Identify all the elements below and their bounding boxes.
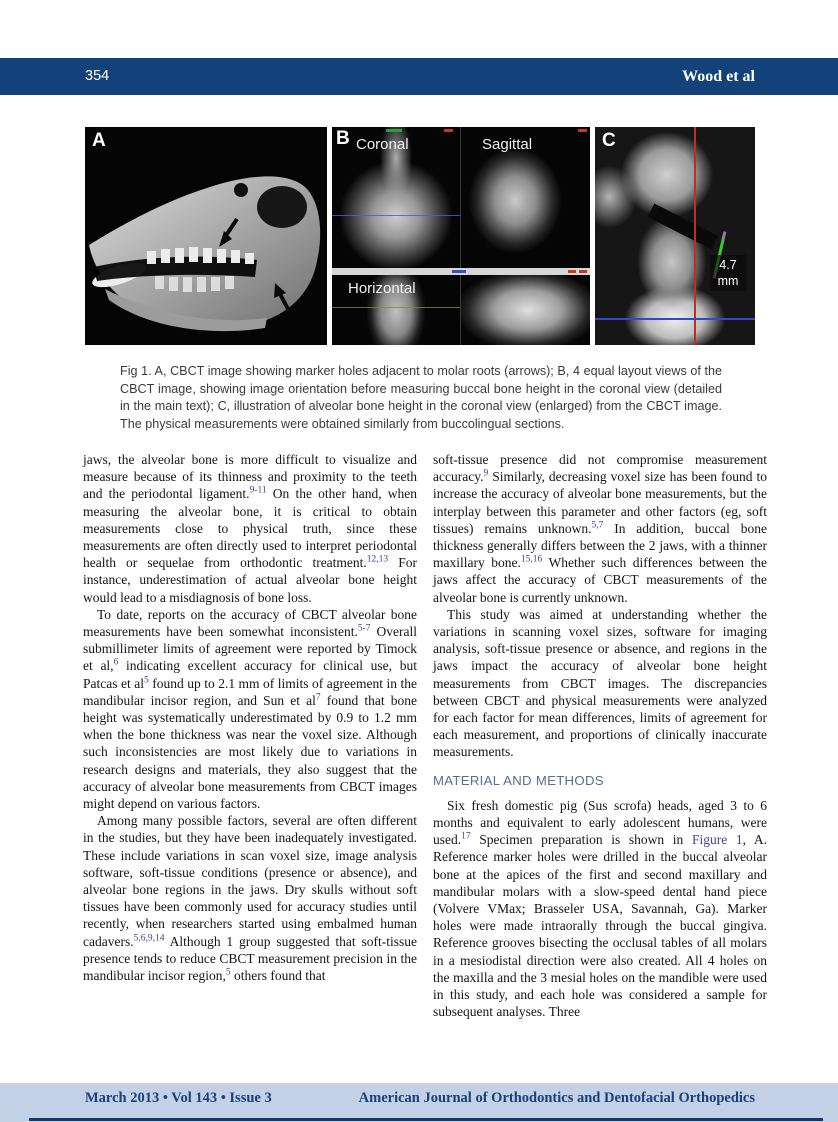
footer-bar [0,1083,838,1122]
panel-a-label: A [92,130,106,151]
column-left [83,451,417,984]
figure-panel-c [595,127,755,345]
page-number: 354 [85,68,110,84]
footer-issue-line: March 2013 • Vol 143 • Issue 3 [85,1090,272,1106]
measurement-label [710,255,746,291]
reference-link[interactable]: 12,13 [366,554,389,565]
figure-link[interactable]: Figure 1 [691,832,743,848]
reference-link[interactable]: 5 [225,967,231,978]
cbct-lateral-view [461,275,590,345]
crosshair-blue-line [332,215,460,216]
reference-link[interactable]: 9-11 [249,485,267,496]
scrollbar-mark [568,270,576,273]
measurement-value: 4.7 [719,258,737,272]
reference-link[interactable]: 5,6,9,14 [133,933,165,944]
reference-link[interactable]: 5-7 [357,623,371,634]
orientation-mark [444,129,453,132]
text-run: Although 1 group suggested that soft-tissue presence tends to reduce CBCT measurement precision in the mandibular incisor region, [83,933,417,984]
panel-b-label: B [336,128,350,149]
figure-panel-b [332,127,590,345]
crosshair-blue-line [595,318,755,320]
text-run: Among many possible factors, several are often different in the studies, but they have been inadequately investigated. These include variations in scan voxel size, image analysis software, soft-tissue conditions (presence or absence), and alveolar bone regions in the jaws. Dry skulls without soft tissues have been commonly used for accuracy studies until recently, when researchers started using embalmed human cadavers. [83,813,417,949]
viewer-scrollbar [332,268,590,275]
page-edge-rule [29,1118,823,1121]
header-bar [0,58,838,95]
text-run: In addition, buccal bone thickness generally differs between the 2 jaws, with a thinner maxillary bone. [433,520,767,571]
body-paragraph [83,812,417,984]
figure-panel-a [85,127,327,345]
measurement-unit: mm [717,274,739,288]
reference-link[interactable]: 7 [315,692,321,703]
body-paragraph [83,606,417,812]
crosshair-red-line [694,127,696,345]
body-paragraph [433,606,767,761]
dark-canal-region [648,203,719,249]
text-run: Whether such differences between the jaws affect the accuracy of CBCT measurements of the alveolar bone is currently unknown. [433,555,767,605]
section-heading: MATERIAL AND METHODS [433,772,604,788]
running-head: Wood et al [682,68,755,85]
coronal-view-label: Coronal [356,136,409,153]
crosshair-green-line [332,307,460,308]
text-run: This study was aimed at understanding whether the variations in scanning voxel sizes, software for imaging analysis, soft-tissue presence or absence, and regions in the jaws impact the accuracy of alveolar bone height measurements from CBCT images. The discrepancies between CBCT and physical measurements were analyzed for each factor for mean differences, limits of agreement for each measurement, and proportions of clinically inaccurate measurements. [433,606,767,760]
pig-skull-radiograph [85,127,327,345]
text-run: found up to 2.1 mm of limits of agreement in the mandibular incisor region, and Sun et al [83,675,417,708]
panel-c-label: C [602,130,616,151]
column-right [433,451,767,1021]
reference-link[interactable]: 17 [461,831,471,842]
text-run: , A. Reference marker holes were drilled in the buccal alveolar bone at the apices of the first and second maxillary and mandibular molars with a slow-speed dental hand piece (Volvere VMax; Brasseler USA, Savannah, Ga). Marker holes were made intraorally through the buccal gingiva. Reference grooves bisecting the occlusal tables of all molars in a mesiodistal direction were also created. All 4 holes on the maxilla and the 3 mesial holes on the mandible were used in this study, and each hole was considered a sample for subsequent analyses. Three [433,832,767,1020]
sagittal-view-label: Sagittal [482,136,533,153]
text-run: Specimen preparation is shown in [470,832,692,848]
text-run: soft-tissue presence did not compromise measurement accuracy. [433,452,767,485]
scrollbar-thumb [452,270,466,273]
text-run: others found that [230,968,326,984]
body-paragraph [433,451,767,606]
body-paragraph [83,451,417,606]
horizontal-view-label: Horizontal [348,280,416,297]
text-run: Overall submillimeter limits of agreement were reported by Timock et al, [83,624,417,674]
text-run: Six fresh domestic pig (Sus scrofa) heads, aged 3 to 6 months and equivalent to early adolescent humans, were used. [433,797,767,848]
figure-caption: Fig 1. A, CBCT image showing marker holes adjacent to molar roots (arrows); B, 4 equal layout views of the CBCT image, showing image orientation before measuring buccal bone height in the coronal view (detailed in the main text); C, illustration of alveolar bone height in the coronal view (enlarged) from the CBCT image. The physical measurements were obtained similarly from buccolingual sections. [120,364,722,431]
text-run: indicating excellent accuracy for clinical use, but Patcas et al [83,658,417,691]
footer-journal-name: American Journal of Orthodontics and Dentofacial Orthopedics [358,1090,755,1106]
orientation-mark-green [386,129,402,132]
reference-link[interactable]: 5 [143,675,149,686]
orientation-mark [578,129,587,132]
text-run: found that bone height was systematically underestimated by 0.9 to 1.2 mm when the bone thickness was near the voxel size. Although such inconsistencies are most likely due to variations in research designs and materials, they also suggest that the accuracy of alveolar bone measurements from CBCT images might depend on various factors. [83,692,418,812]
reference-link[interactable]: 5,7 [591,520,604,531]
body-paragraph [433,797,767,1021]
figure-1 [85,127,755,345]
text-run: For instance, underestimation of actual alveolar bone height would lead to a misdiagnosis of bone loss. [83,555,417,605]
scrollbar-mark [579,270,587,273]
reference-link[interactable]: 9 [483,468,489,479]
text-run: jaws, the alveolar bone is more difficult to visualize and measure because of its thinness and proximity to the teeth and the periodontal ligament. [83,452,417,502]
reference-link[interactable]: 6 [113,657,119,668]
text-run: To date, reports on the accuracy of CBCT alveolar bone measurements have been somewhat inconsistent. [83,606,417,640]
reference-link[interactable]: 15,16 [520,554,543,565]
text-run: Similarly, decreasing voxel size has been found to increase the accuracy of alveolar bone measurements, but the interplay between this parameter and other factors (eg, soft tissues) remains unknown. [433,469,767,536]
text-run: On the other hand, when measuring the alveolar bone, it is critical to obtain measurements close to physical truth, since these measurements are often directly used to interpret periodontal health or sequelae from orthodontic treatment. [83,486,418,571]
